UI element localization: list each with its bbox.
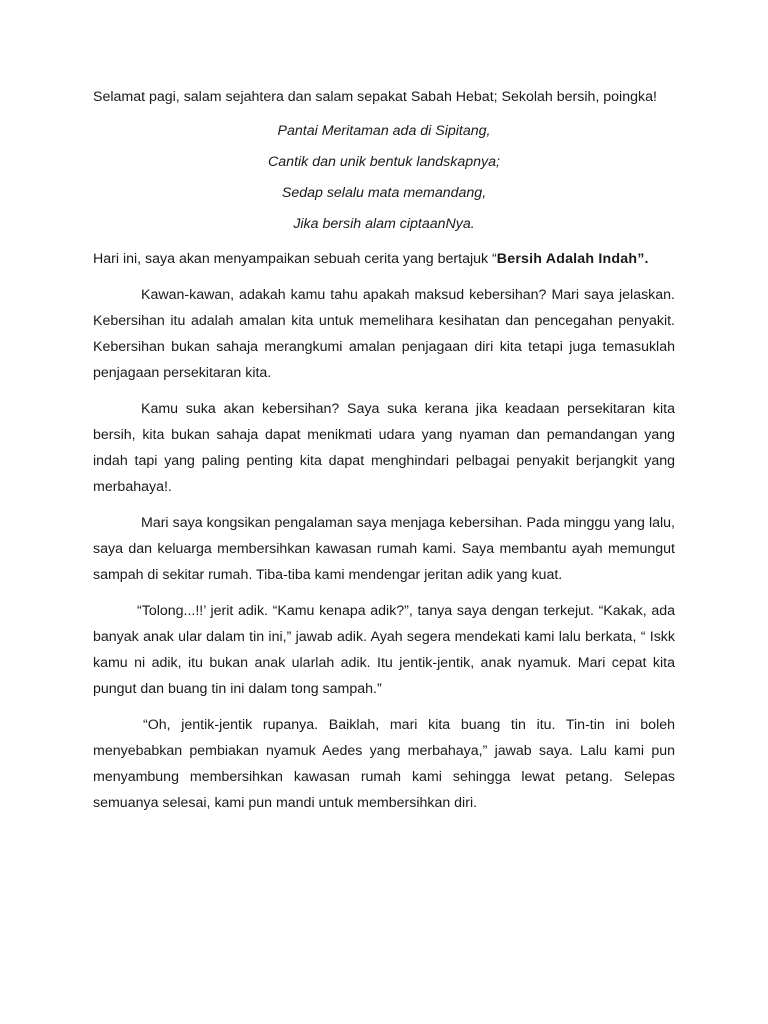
story-title: Bersih Adalah Indah”. bbox=[496, 251, 649, 267]
pantun-poem bbox=[93, 116, 675, 240]
paragraph-5: “Oh, jentik-jentik rupanya. Baiklah, mari kita buang tin itu. Tin-tin ini boleh menyebabkan pembiakan nyamuk Aedes yang merbahaya,” jawab saya. Lalu kami pun menyambung membersihkan kawasan rumah kami sehingga lewat petang. Selepas semuanya selesai, kami pun mandi untuk membersihkan diri. bbox=[93, 717, 675, 811]
poem-line-1: Pantai Meritaman ada di Sipitang, bbox=[277, 123, 491, 139]
poem-line-2: Cantik dan unik bentuk landskapnya; bbox=[268, 154, 500, 170]
paragraph-2: Kamu suka akan kebersihan? Saya suka kerana jika keadaan persekitaran kita bersih, kita bukan sahaja dapat menikmati udara yang nyaman dan pemandangan yang indah tapi yang paling penting kita dapat menghindari pelbagai penyakit berjangkit yang merbahaya!. bbox=[93, 401, 675, 495]
paragraph-1: Kawan-kawan, adakah kamu tahu apakah maksud kebersihan? Mari saya jelaskan. Kebersihan itu adalah amalan kita untuk memelihara kesihatan dan pencegahan penyakit. Kebersihan bukan sahaja merangkumi amalan penjagaan diri kita tetapi juga temasuklah penjagaan persekitaran kita. bbox=[93, 287, 675, 381]
poem-line-3: Sedap selalu mata memandang, bbox=[281, 185, 487, 201]
poem-line-4: Jika bersih alam ciptaanNya. bbox=[293, 216, 475, 232]
paragraph-3: Mari saya kongsikan pengalaman saya menjaga kebersihan. Pada minggu yang lalu, saya dan keluarga membersihkan kawasan rumah kami. Saya membantu ayah memungut sampah di sekitar rumah. Tiba-tiba kami mendengar jeritan adik yang kuat. bbox=[93, 515, 675, 583]
intro-text: Hari ini, saya akan menyampaikan sebuah cerita yang bertajuk “ bbox=[93, 251, 497, 267]
document-page bbox=[93, 84, 675, 826]
greeting-paragraph: Selamat pagi, salam sejahtera dan salam sepakat Sabah Hebat; Sekolah bersih, poingka! bbox=[93, 89, 657, 105]
paragraph-4: “Tolong...!!’ jerit adik. “Kamu kenapa adik?”, tanya saya dengan terkejut. “Kakak, ada banyak anak ular dalam tin ini,” jawab adik. Ayah segera mendekati kami lalu berkata, “ Iskk kamu ni adik, itu bukan anak ularlah adik. Itu jentik-jentik, anak nyamuk. Mari cepat kita pungut dan buang tin ini dalam tong sampah.” bbox=[93, 603, 675, 697]
intro-paragraph bbox=[93, 246, 675, 272]
